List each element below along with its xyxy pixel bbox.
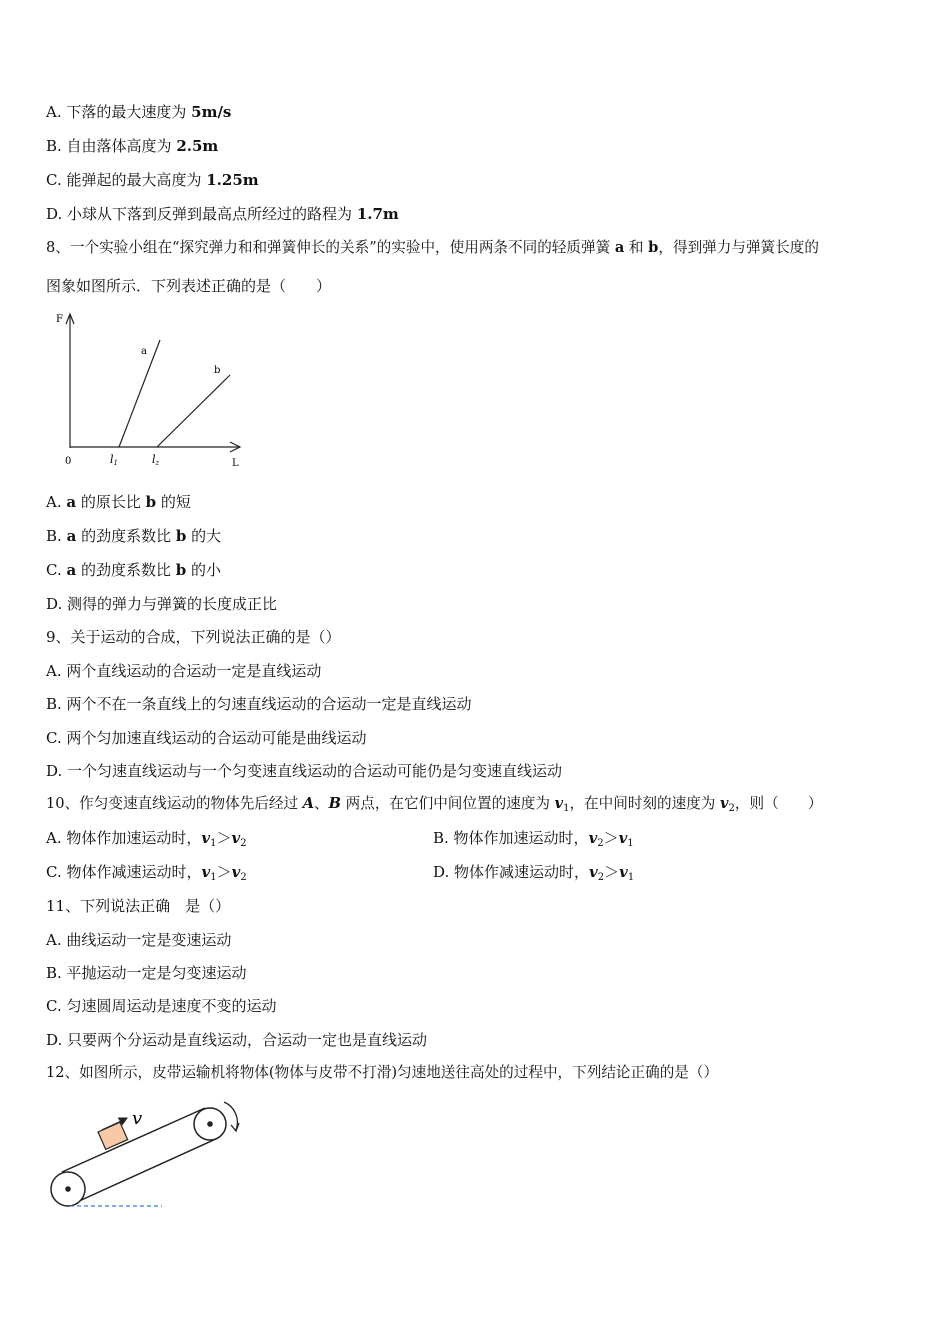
q11-stem: 11、下列说法正确 是（） xyxy=(46,897,231,915)
q11-option-d: D. 只要两个分运动是直线运动，合运动一定也是直线运动 xyxy=(46,1031,428,1049)
conveyor-belt-diagram xyxy=(40,1096,260,1216)
line-b-label: b xyxy=(214,365,221,376)
lower-pulley-axle xyxy=(65,1186,71,1192)
x-axis-label: L xyxy=(232,458,239,469)
q10-option-b: B. 物体作加速运动时，$v_2>v_1$ xyxy=(433,829,634,849)
q7-option-a: A. 下落的最大速度为 5m/s xyxy=(46,103,232,121)
line-a-label: a xyxy=(141,346,147,357)
q9-option-b: B. 两个不在一条直线上的匀速直线运动的合运动一定是直线运动 xyxy=(46,695,472,713)
y-axis-label: F xyxy=(56,314,63,325)
q7-option-c: C. 能弹起的最大高度为 1.25m xyxy=(46,171,259,189)
upper-pulley-axle xyxy=(207,1121,213,1127)
q11-option-b: B. 平抛运动一定是匀变速运动 xyxy=(46,964,247,982)
q9-option-d: D. 一个匀速直线运动与一个匀变速直线运动的合运动可能仍是匀变速直线运动 xyxy=(46,762,563,780)
q8-option-a: A. a 的原长比 b 的短 xyxy=(46,493,191,511)
line-a xyxy=(119,340,160,447)
origin-label: 0 xyxy=(65,456,72,467)
q7-option-d: D. 小球从下落到反弹到最高点所经过的路程为 1.7m xyxy=(46,205,399,223)
tick-l2: lz xyxy=(152,453,160,467)
line-b xyxy=(157,375,230,447)
q10-option-c: C. 物体作减速运动时，$v_1>v_2$ xyxy=(46,863,247,883)
q8-stem-line2: 图象如图所示．下列表述正确的是（ ） xyxy=(46,277,332,295)
q8-option-b: B. a 的劲度系数比 b 的大 xyxy=(46,527,222,545)
q11-option-c: C. 匀速圆周运动是速度不变的运动 xyxy=(46,997,277,1015)
q12-stem: 12、如图所示，皮带运输机将物体(物体与皮带不打滑)匀速地送往高处的过程中，下列结论正确的是（） xyxy=(46,1064,719,1081)
q9-option-c: C. 两个匀加速直线运动的合运动可能是曲线运动 xyxy=(46,729,367,747)
q10-option-a: A. 物体作加速运动时，$v_1>v_2$ xyxy=(46,829,247,849)
q9-option-a: A. 两个直线运动的合运动一定是直线运动 xyxy=(46,662,322,680)
q10-option-d: D. 物体作减速运动时，$v_2>v_1$ xyxy=(433,863,635,883)
q8-stem-line1: 8、一个实验小组在“探究弹力和和弹簧伸长的关系”的实验中，使用两条不同的轻质弹簧 a 和 b，得到弹力与弹簧长度的 xyxy=(46,239,819,256)
q9-stem: 9、关于运动的合成，下列说法正确的是（） xyxy=(46,628,341,646)
q7-option-b: B. 自由落体高度为 2.5m xyxy=(46,137,219,155)
tick-l1: l1 xyxy=(110,453,118,467)
q8-option-d: D. 测得的弹力与弹簧的长度成正比 xyxy=(46,595,278,613)
velocity-label: v xyxy=(132,1108,143,1129)
q11-option-a: A. 曲线运动一定是变速运动 xyxy=(46,931,232,949)
belt-bottom-edge xyxy=(77,1138,218,1202)
q10-stem: 10、作匀变速直线运动的物体先后经过 A、B 两点，在它们中间位置的速度为 $v_1$，在中间时刻的速度为 $v_2$，则（ ） xyxy=(46,795,823,814)
q8-option-c: C. a 的劲度系数比 b 的小 xyxy=(46,561,222,579)
spring-force-length-graph xyxy=(50,308,270,473)
